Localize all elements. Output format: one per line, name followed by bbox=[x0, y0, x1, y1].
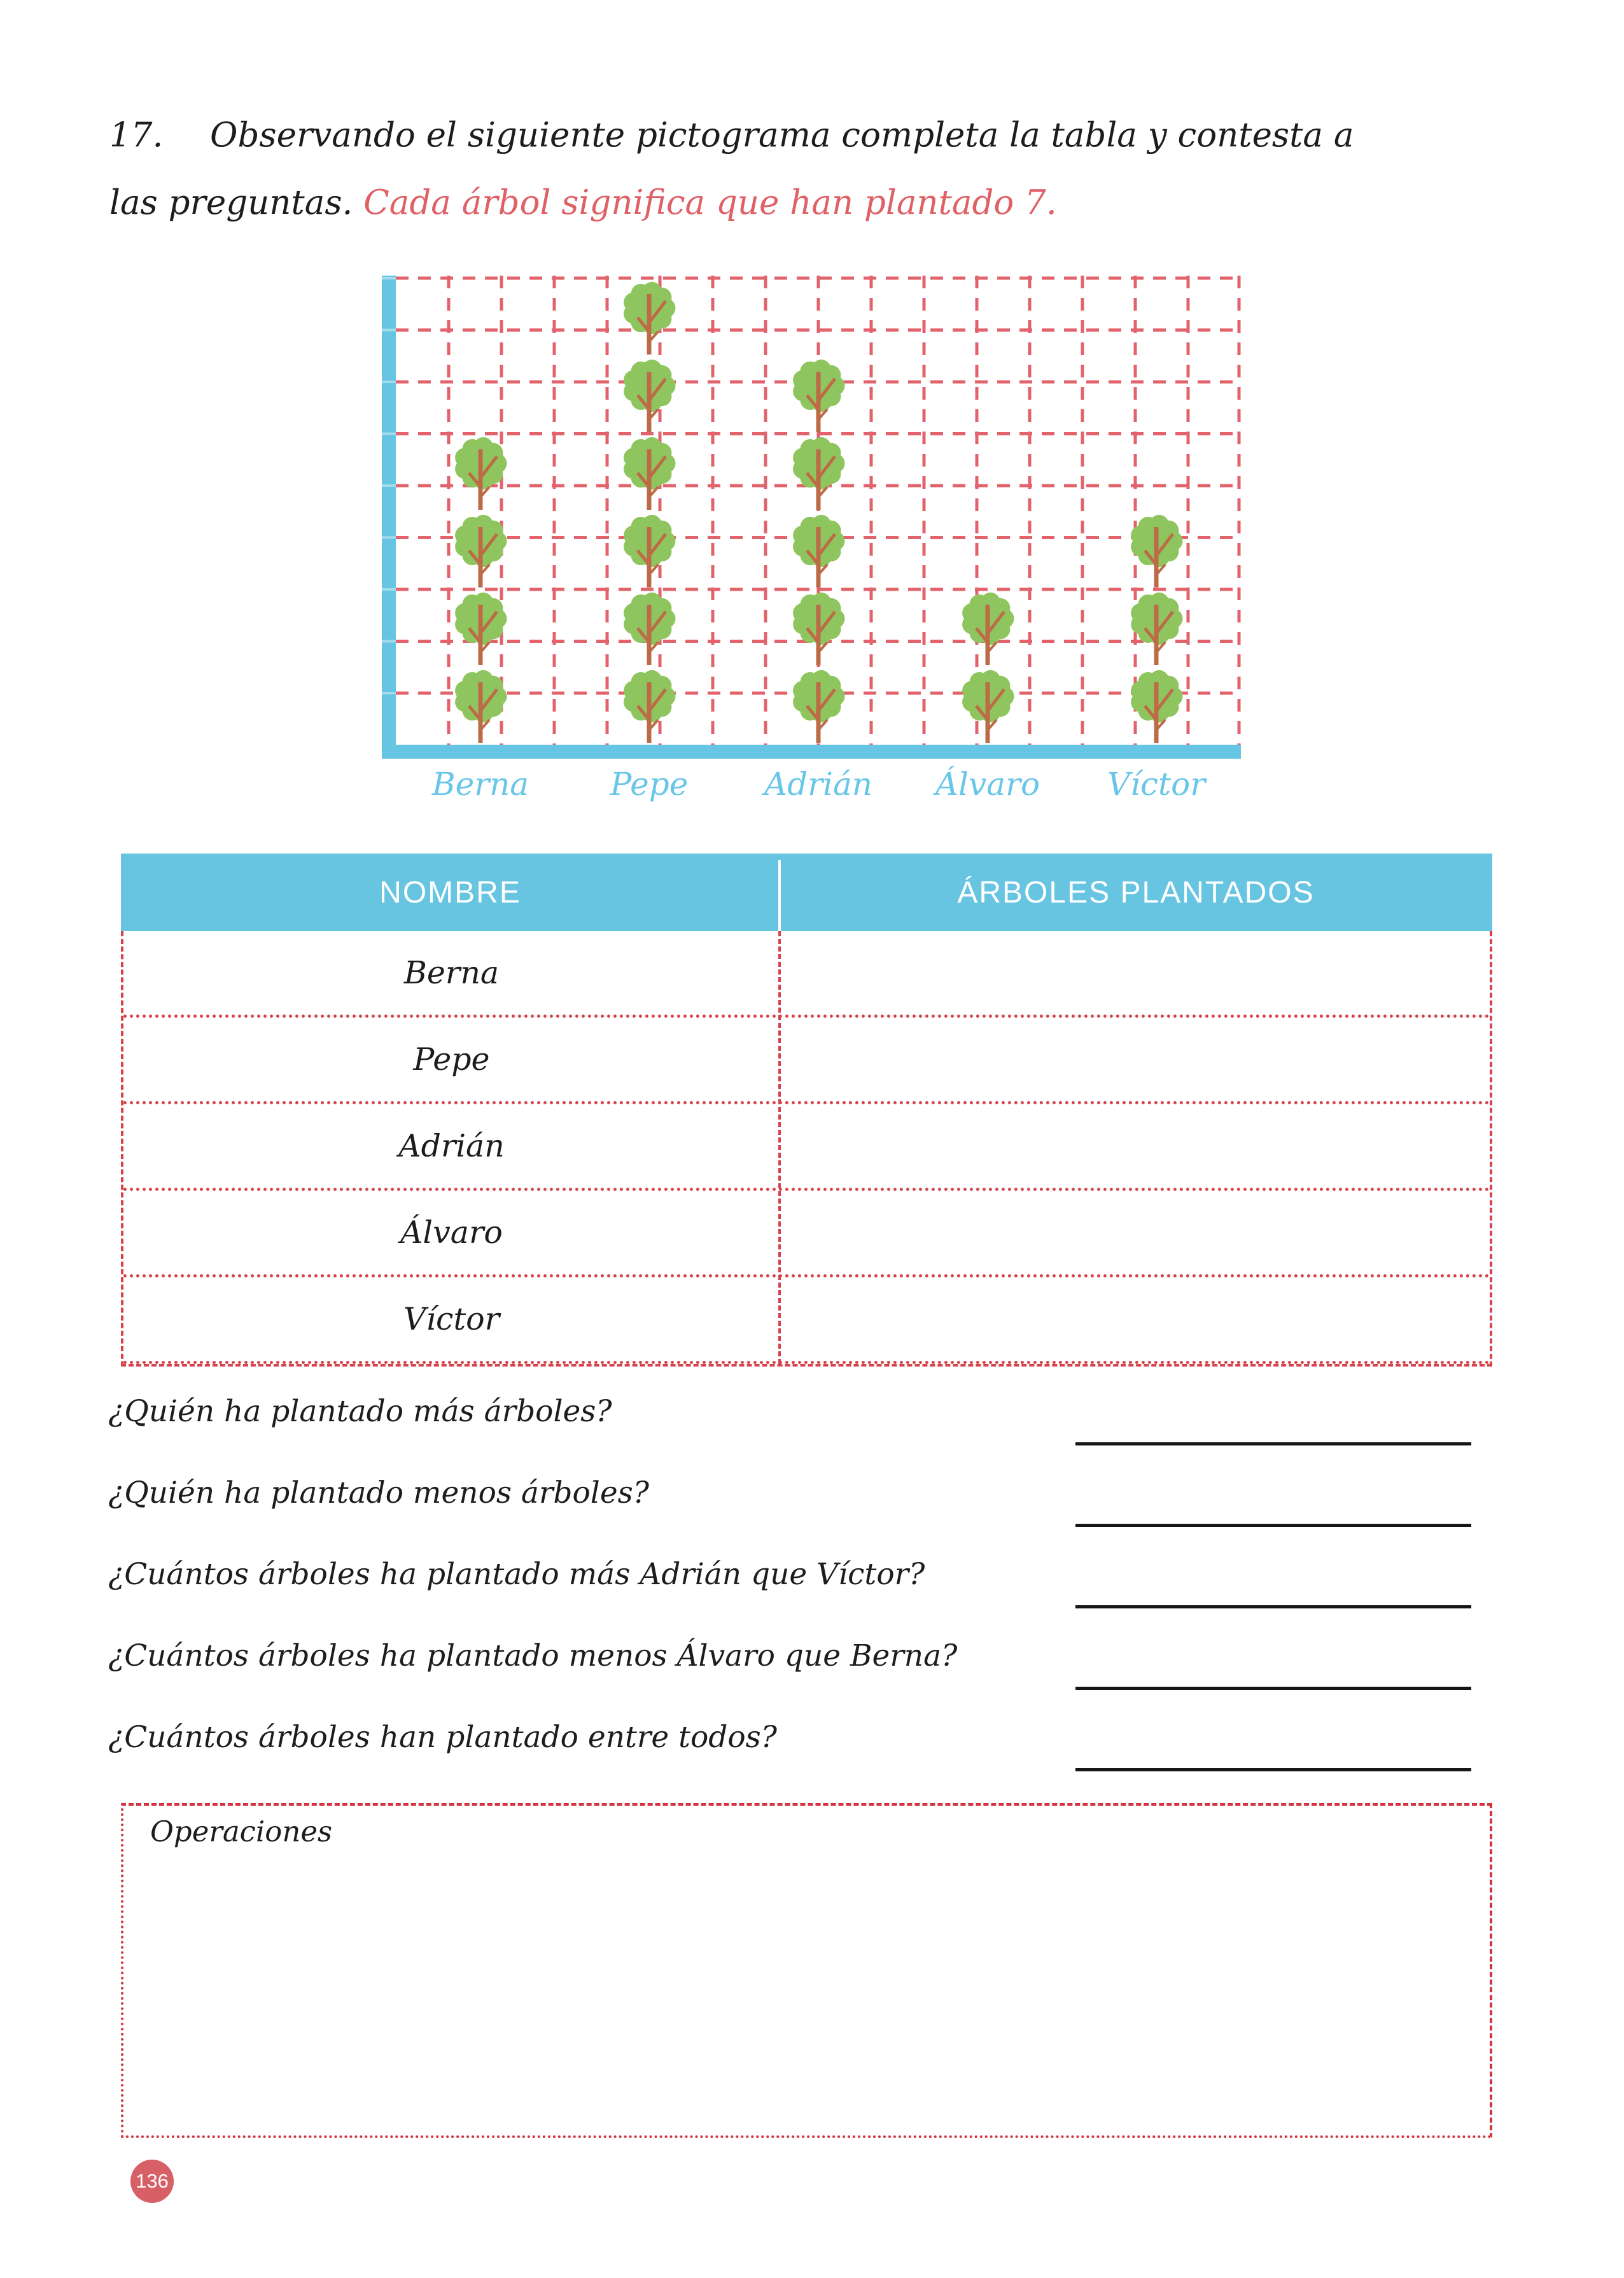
answer-line-4[interactable] bbox=[1075, 1687, 1471, 1690]
chart-label-5: Víctor bbox=[1107, 766, 1206, 803]
table-row bbox=[123, 931, 1490, 1018]
tree-icon bbox=[455, 437, 507, 510]
answer-line-2[interactable] bbox=[1075, 1524, 1471, 1527]
question-text-4: ¿Cuántos árboles ha plantado menos Álvaro que Berna? bbox=[108, 1638, 958, 1673]
tree-icon bbox=[793, 593, 844, 665]
operations-label: Operaciones bbox=[150, 1815, 333, 1848]
exercise-title-line2 bbox=[109, 183, 1057, 222]
header-divider bbox=[778, 860, 781, 931]
tree-icon bbox=[1131, 515, 1182, 587]
table-name-cell: Adrián bbox=[398, 1128, 505, 1164]
pictogram-key-note: Cada árbol significa que han plantado 7. bbox=[363, 183, 1057, 222]
tree-icon bbox=[455, 670, 507, 743]
tree-icon bbox=[1131, 593, 1182, 665]
table-header-nombre: NOMBRE bbox=[379, 875, 521, 910]
table-value-cell[interactable] bbox=[780, 1277, 1490, 1361]
tree-icon bbox=[455, 515, 507, 587]
chart-label-1: Berna bbox=[431, 766, 529, 803]
pictogram-chart bbox=[382, 276, 1241, 810]
table-name-cell: Álvaro bbox=[400, 1214, 503, 1251]
tree-icon bbox=[624, 593, 675, 665]
tree-icon bbox=[1131, 670, 1182, 743]
tree-icon bbox=[793, 360, 844, 432]
table-row bbox=[123, 1018, 1490, 1104]
table-row bbox=[123, 1104, 1490, 1191]
answer-line-3[interactable] bbox=[1075, 1605, 1471, 1608]
x-axis bbox=[382, 745, 1241, 759]
tree-icon bbox=[455, 593, 507, 665]
table-row bbox=[123, 1191, 1490, 1277]
answer-line-5[interactable] bbox=[1075, 1768, 1471, 1771]
tree-icon bbox=[624, 282, 675, 355]
table-name-cell: Berna bbox=[403, 955, 500, 991]
exercise-number: 17. bbox=[109, 116, 164, 155]
table-body bbox=[121, 931, 1492, 1367]
page-number-badge bbox=[130, 2160, 174, 2203]
y-axis bbox=[382, 276, 396, 759]
table-header-arboles: ÁRBOLES PLANTADOS bbox=[957, 875, 1315, 910]
table-name-cell: Pepe bbox=[413, 1041, 490, 1078]
tree-icon bbox=[624, 360, 675, 432]
answer-line-1[interactable] bbox=[1075, 1442, 1471, 1445]
tree-icon bbox=[624, 437, 675, 510]
chart-label-4: Álvaro bbox=[935, 766, 1040, 803]
exercise-title-text2: las preguntas. bbox=[109, 183, 364, 222]
results-table bbox=[121, 854, 1492, 1367]
table-value-cell[interactable] bbox=[780, 1104, 1490, 1188]
tree-icon bbox=[624, 515, 675, 587]
question-text-5: ¿Cuántos árboles han plantado entre todos? bbox=[108, 1720, 777, 1755]
table-column-divider bbox=[778, 931, 781, 1364]
tree-icon bbox=[793, 515, 844, 587]
question-text-3: ¿Cuántos árboles ha plantado más Adrián que Víctor? bbox=[108, 1557, 925, 1592]
tree-icon bbox=[962, 670, 1014, 743]
exercise-title-text: Observando el siguiente pictograma completa la tabla y contesta a bbox=[210, 116, 1354, 155]
operations-box[interactable] bbox=[121, 1803, 1492, 2138]
question-text-2: ¿Quién ha plantado menos árboles? bbox=[108, 1475, 649, 1510]
exercise-title-line1 bbox=[109, 116, 1354, 155]
table-value-cell[interactable] bbox=[780, 1018, 1490, 1101]
table-name-cell: Víctor bbox=[403, 1301, 500, 1337]
tree-icon bbox=[793, 670, 844, 743]
page-number: 136 bbox=[136, 2170, 169, 2192]
table-value-cell[interactable] bbox=[780, 1191, 1490, 1274]
chart-label-3: Adrián bbox=[764, 766, 873, 803]
table-row bbox=[123, 1277, 1490, 1364]
tree-icon bbox=[962, 593, 1014, 665]
table-value-cell[interactable] bbox=[780, 931, 1490, 1015]
tree-icon bbox=[793, 437, 844, 510]
question-text-1: ¿Quién ha plantado más árboles? bbox=[108, 1394, 612, 1429]
chart-label-2: Pepe bbox=[610, 766, 689, 803]
chart-category-labels bbox=[382, 766, 1241, 817]
tree-icon bbox=[624, 670, 675, 743]
table-header-row bbox=[121, 854, 1492, 931]
